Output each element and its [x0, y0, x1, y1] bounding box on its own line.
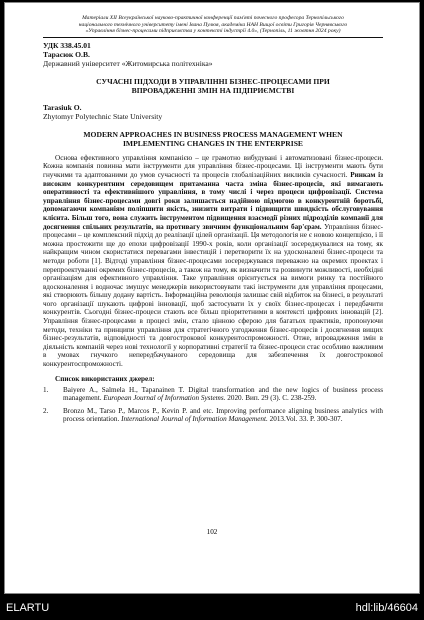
reference-text	[63, 386, 383, 403]
affiliation-ukr: Державний університет «Житомирська політехніка»	[43, 58, 213, 68]
reference-journal: International Journal of Information Management.	[121, 415, 268, 424]
reference-number: 1.	[43, 385, 49, 394]
header-line: національного технічного університету імені Івана Пулюя, академіка НАН Вищої освіти Григорія Чернявського	[78, 21, 348, 28]
reference-authors-title: Bronzo M., Tarso P., Marcos P., Kevin P. and etc. Improving performance aligning business analytics with process orientation.	[63, 406, 383, 424]
reference-item	[43, 407, 383, 424]
body-text: Управління бізнес-процесами – це комплексний підхід до реалізації цілей організації. Ця методологія не є новою концепцією, і її можна простежити ще до епохи цифровізації 1990-х років, коли організації зосереджувалися на тому, як найкращим чином скористатися перевагами інвестицій і перетворити їх на удосконалені бізнес-процеси та методи роботи [1]. Відтоді управління бізнес-процесами зосереджувався переважно на окремих проектах і перепроектуванні окремих бізнес-процесів, а також на тому, як визначити та розвинути можливості, необхідні організаціям для ефективного управління. Таке управління орієнтується на вимоги ринку та постійного вдосконалення і водночас змушує менеджерів використовувати такі інструменти для управління процесами, які створюють більшу додану вартість. Інформаційна революція залишає свій відбиток на бізнесі, в результаті чого організації шукають цифрові інновації, щоб застосувати їх у своїх бізнес-процесах і передбачити конкурентів. Сьогодні бізнес-процеси стають все більш пріоритетними в контексті цифрових інновацій [2]. Управління бізнес-процесами в процесі змін, стало цінною сферою для багатьох практиків, пропонуючи методи, техніки та принципи управління для стратегічного узгодження бізнес-процесів і досягнення вищих бізнес-результатів, відповідності та довгострокової конкурентоспроможності. Отже, впровадження змін в діяльність компаній через нові технології у корпоративні стратегії та бізнес-процеси стає особливо важливим в умовах гнучкого непередбачуваного середовища для забезпечення їх довгострокової конкурентоспроможності.	[43, 222, 384, 369]
repository-name: ELARTU	[6, 602, 50, 614]
page-number: 102	[206, 528, 218, 536]
conference-header	[43, 15, 383, 38]
title-line: ВПРОВАДЖЕННІ ЗМІН НА ПІДПРИЄМСТВІ	[131, 85, 295, 95]
body-paragraph	[43, 154, 383, 369]
document-page	[4, 2, 420, 594]
reference-item	[43, 386, 383, 403]
title-line: IMPLEMENTING CHANGES IN THE ENTERPRISE	[122, 138, 304, 148]
header-line: Матеріали XII Всеукраїнської науково-практичної конференції пам'яті почесного професора Тернопільського	[82, 15, 344, 21]
reference-details: 2013.Vol. 33. P. 300-307.	[269, 415, 343, 424]
title-line: СУЧАСНІ ПІДХОДИ В УПРАВЛІННІ БІЗНЕС-ПРОЦЕСАМИ ПРИ	[96, 76, 330, 86]
page-content	[43, 15, 383, 428]
udk-code: УДК 338.45.01	[43, 40, 91, 50]
handle-id: hdl:lib/46604	[355, 602, 418, 614]
references-heading: Список використаних джерел:	[55, 374, 155, 383]
reference-authors-title: Baiyere A., Salmela H., Tapanainen T. Digital transformation and the new logics of business process management.	[63, 385, 383, 403]
title-eng	[43, 130, 383, 148]
title-line: MODERN APPROACHES IN BUSINESS PROCESS MANAGEMENT WHEN	[83, 129, 343, 139]
reference-text	[63, 407, 383, 424]
reference-journal: European Journal of Information Systems.	[103, 394, 226, 403]
affiliation-eng: Zhytomyr Polytechnic State University	[43, 111, 163, 121]
repository-footer	[0, 598, 424, 618]
reference-number: 2.	[43, 406, 49, 415]
author-eng: Tarasiuk O.	[43, 102, 82, 112]
body-bold-text: Ринкам із високим конкурентним середовищем притаманна часта зміна бізнес-процесів, які вимагають оперативності та ефективнішого управління, в тому числі і через процеси цифровізації. Система управління бізнес-процесами довгі роки залишається надійною підмогою в конкурентній боротьбі, допомагаючи компаніям поліпшити якість, знизити витрати і підвищити швидкість обслуговування клієнта. Більш того, вона служить інструментом підвищення взаємодії різних підрозділів компанії для досягнення спільних результатів, на противагу звичним функціональним бар'єрам.	[43, 170, 383, 231]
reference-details: 2020. Вип. 29 (3). С. 238-259.	[227, 394, 317, 403]
header-line: «Управління бізнес-процесами підприємства у контексті індустрії 4.0», (Тернопіль, 11 жовтня 2024 року)	[85, 28, 341, 35]
author-ukr: Тарасюк О.В.	[43, 49, 90, 59]
title-ukr	[43, 77, 383, 95]
body-text: Основа ефективного управління компанією – це грамотно вибудувані і автоматизовані бізнес-процеси. Кожна компанія повинна мати інструменти для управління бізнес-процесами. Ці інструменти мають бути гнучкими та адаптованими до умов сучасності та процесів глобалізаційних викликів сучасності.	[43, 153, 383, 179]
